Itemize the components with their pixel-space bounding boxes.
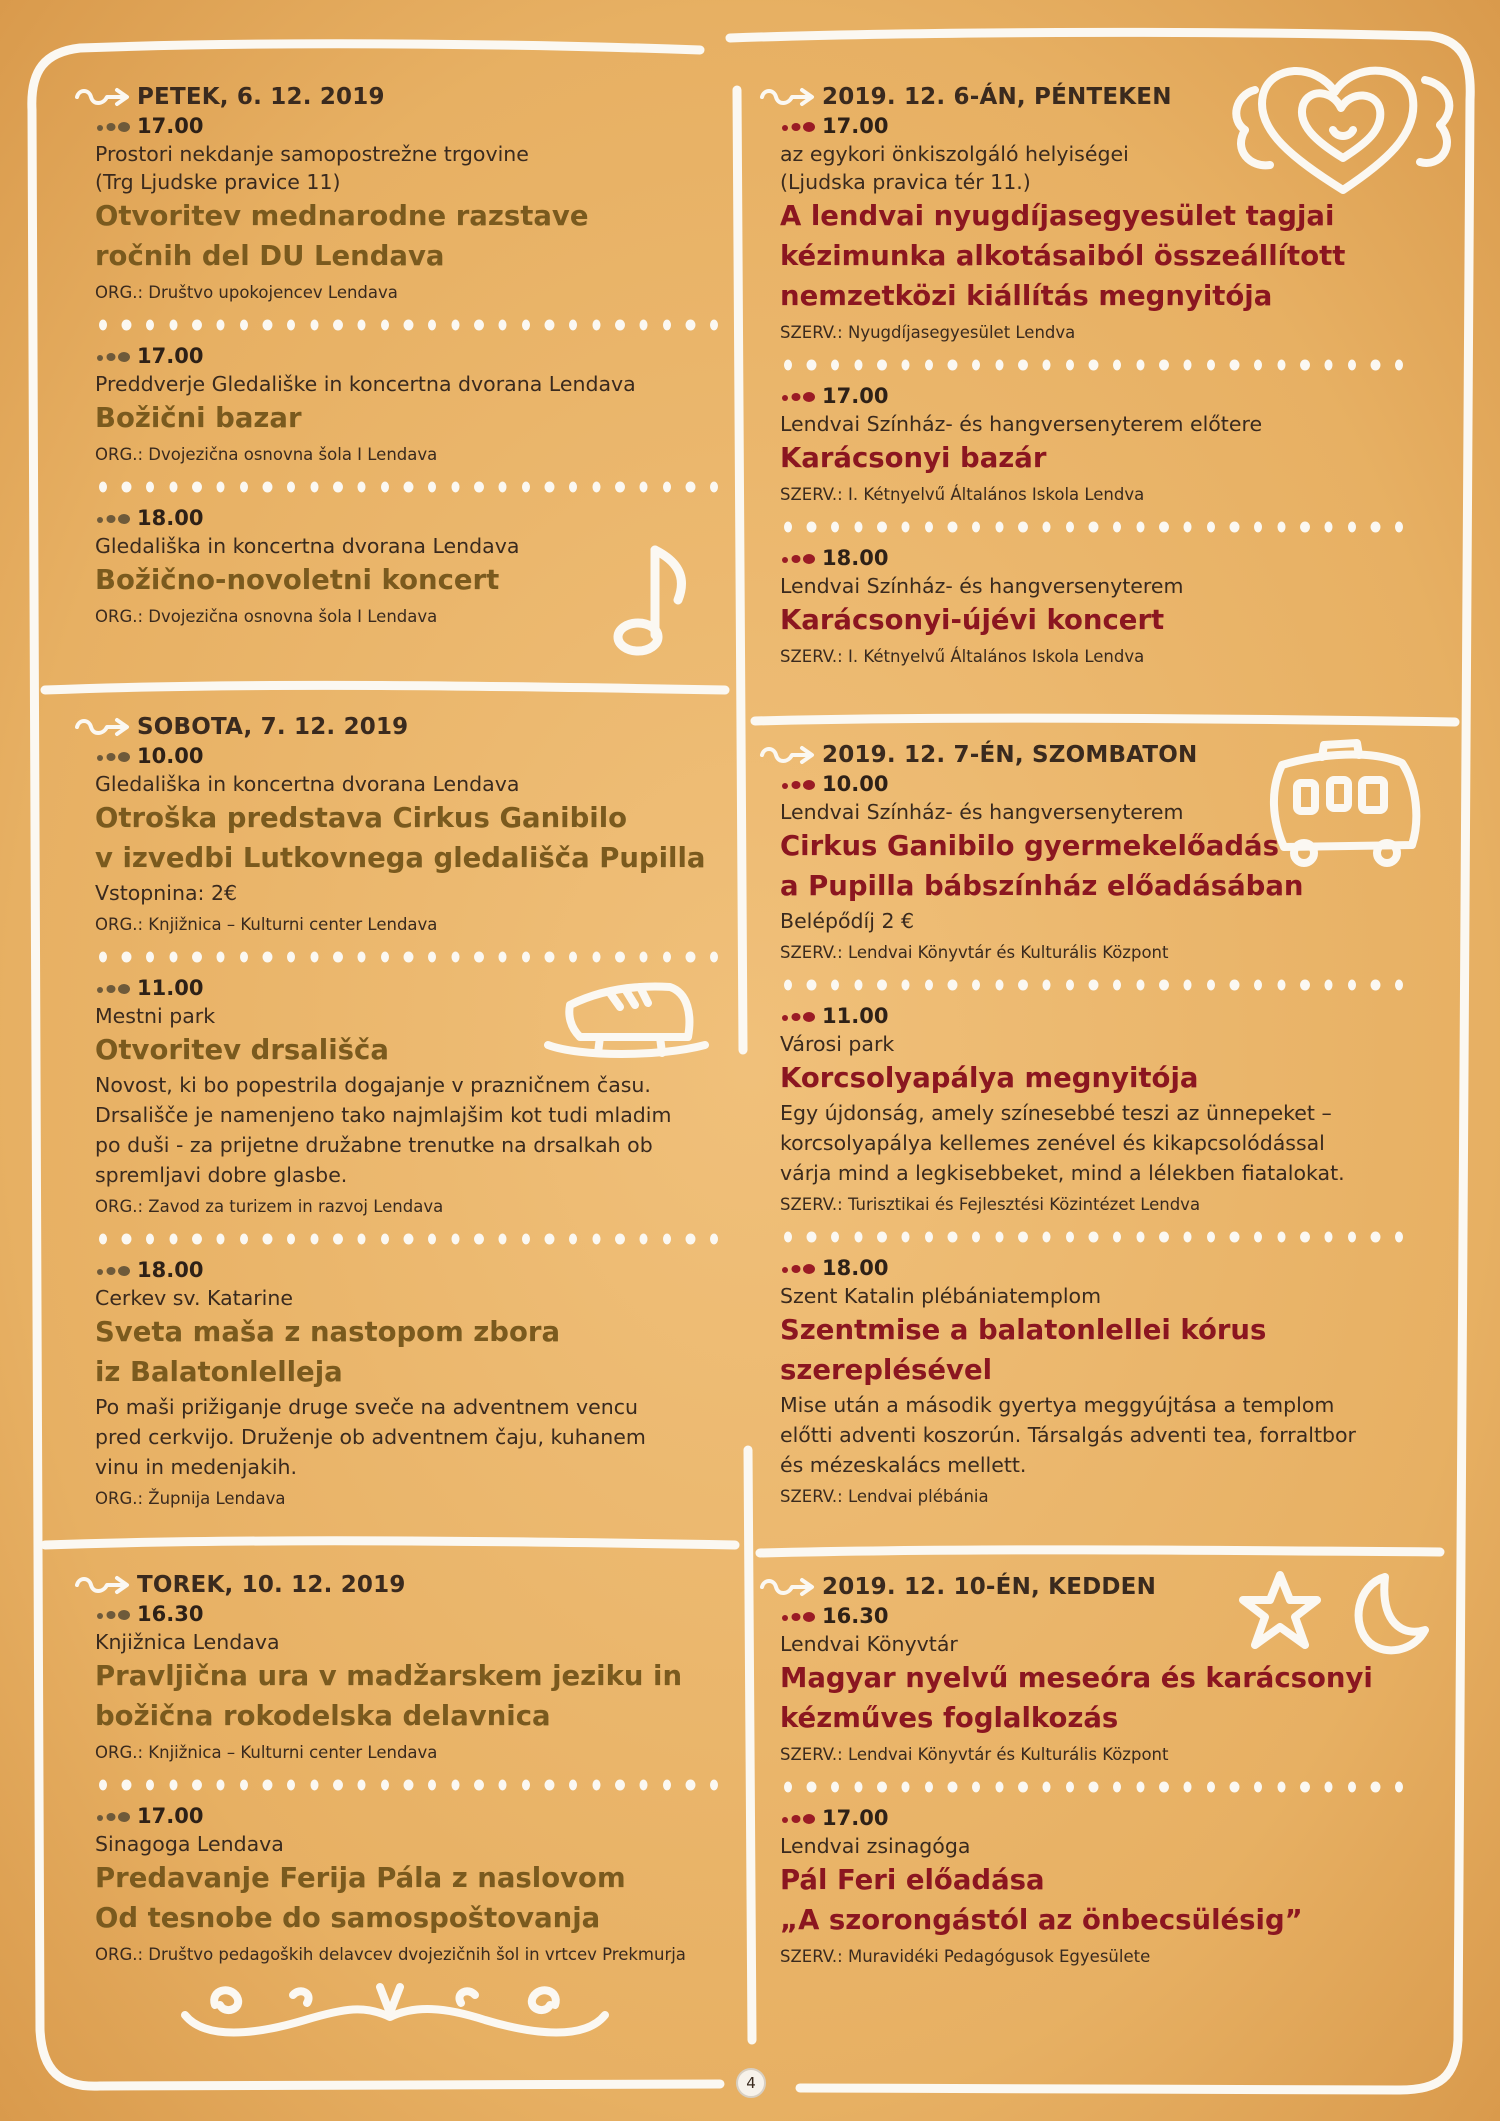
event-item (780, 770, 1420, 966)
dotted-separator (780, 1768, 1420, 1804)
event-time: 18.00 (780, 544, 1420, 572)
event-item (95, 1802, 735, 1968)
time-bullet-icon (95, 751, 135, 763)
event-venue: Lendvai Színház- és hangversenyterem (780, 574, 1184, 598)
event-organizer: SZERV.: Turisztikai és Fejlesztési Közintézet Lendva (780, 1195, 1201, 1214)
time-bullet-icon (780, 1011, 820, 1023)
event-organizer: SZERV.: Lendvai Könyvtár és Kulturális Központ (780, 1745, 1169, 1764)
event-venue: Cerkev sv. Katarine (95, 1286, 293, 1310)
event-time: 16.30 (780, 1602, 1420, 1630)
dotted-separator (780, 1218, 1420, 1254)
time-bullet-icon (95, 1265, 135, 1277)
event-description: Vstopnina: 2€ (95, 881, 238, 905)
arrow-bullet-icon (73, 1573, 133, 1597)
event-venue: Knjižnica Lendava (95, 1630, 280, 1654)
day-heading: 2019. 12. 6-ÁN, PÉNTEKEN (780, 82, 1420, 112)
event-description: Po maši prižiganje druge sveče na adventnem vencu (95, 1395, 639, 1419)
event-title: nemzetközi kiállítás megnyitója (780, 280, 1273, 312)
event-venue: az egykori önkiszolgáló helyiségei (780, 142, 1129, 166)
time-bullet-icon (780, 1813, 820, 1825)
event-time: 17.00 (95, 342, 735, 370)
day-section (95, 1570, 735, 1968)
event-item (95, 1600, 735, 1766)
event-item (95, 342, 735, 468)
day-heading: TOREK, 10. 12. 2019 (95, 1570, 735, 1600)
event-time: 11.00 (780, 1002, 1420, 1030)
event-venue: Mestni park (95, 1004, 216, 1028)
dotted-separator (780, 966, 1420, 1002)
event-description: Mise után a második gyertya meggyújtása a templom (780, 1393, 1335, 1417)
event-organizer: ORG.: Društvo pedagoških delavcev dvojezičnih šol in vrtcev Prekmurja (95, 1945, 686, 1964)
dotted-separator (780, 346, 1420, 382)
event-time: 17.00 (780, 112, 1420, 140)
event-venue: Gledališka in koncertna dvorana Lendava (95, 772, 520, 796)
event-title: Sveta maša z nastopom zbora (95, 1316, 561, 1348)
arrow-bullet-icon (758, 1575, 818, 1599)
time-bullet-icon (95, 1811, 135, 1823)
event-title: božična rokodelska delavnica (95, 1700, 551, 1732)
arrow-bullet-icon (758, 743, 818, 767)
event-item (780, 544, 1420, 670)
event-title: Predavanje Ferija Pála z naslovom (95, 1862, 626, 1894)
event-item (95, 974, 735, 1220)
event-description: spremljavi dobre glasbe. (95, 1163, 348, 1187)
event-venue: Lendvai zsinagóga (780, 1834, 971, 1858)
event-description: várja mind a legkisebbeket, mind a lélekben fiatalokat. (780, 1161, 1345, 1185)
day-heading: PETEK, 6. 12. 2019 (95, 82, 735, 112)
event-description: előtti adventi koszorún. Társalgás adventi tea, forraltbor (780, 1423, 1356, 1447)
event-item (780, 1804, 1420, 1970)
event-title: a Pupilla bábszínház előadásában (780, 870, 1304, 902)
event-title: Cirkus Ganibilo gyermekelőadás (780, 830, 1279, 862)
event-description: pred cerkvijo. Druženje ob adventnem čaju, kuhanem (95, 1425, 646, 1449)
event-venue: Lendvai Színház- és hangversenyterem (780, 800, 1184, 824)
event-time: 17.00 (95, 1802, 735, 1830)
dotted-separator (780, 508, 1420, 544)
arrow-bullet-icon (73, 715, 133, 739)
event-time: 17.00 (95, 112, 735, 140)
event-organizer: ORG.: Dvojezična osnovna šola I Lendava (95, 445, 438, 464)
time-bullet-icon (95, 351, 135, 363)
event-title: Karácsonyi bazár (780, 442, 1047, 474)
event-organizer: SZERV.: Lendvai plébánia (780, 1487, 989, 1506)
event-description: és mézeskalács mellett. (780, 1453, 1027, 1477)
day-section (95, 712, 735, 1512)
event-title: A lendvai nyugdíjasegyesület tagjai (780, 200, 1335, 232)
event-title: Otroška predstava Cirkus Ganibilo (95, 802, 628, 834)
page-number: 4 (736, 2068, 766, 2098)
event-time: 17.00 (780, 382, 1420, 410)
time-bullet-icon (780, 1263, 820, 1275)
event-title: Od tesnobe do samospoštovanja (95, 1902, 601, 1934)
event-venue: Szent Katalin plébániatemplom (780, 1284, 1102, 1308)
event-title: Szentmise a balatonlellei kórus (780, 1314, 1267, 1346)
event-description: korcsolyapálya kellemes zenével és kikapcsolódással (780, 1131, 1325, 1155)
event-item (780, 1254, 1420, 1510)
event-item (95, 1256, 735, 1512)
event-title: ročnih del DU Lendava (95, 240, 445, 272)
event-description: Egy újdonság, amely színesebbé teszi az ünnepeket – (780, 1101, 1332, 1125)
event-title: kézműves foglalkozás (780, 1702, 1119, 1734)
event-title: „A szorongástól az önbecsülésig” (780, 1904, 1303, 1936)
event-organizer: SZERV.: I. Kétnyelvű Általános Iskola Lendva (780, 485, 1145, 504)
event-title: Karácsonyi-újévi koncert (780, 604, 1165, 636)
day-section (780, 1572, 1420, 1970)
time-bullet-icon (95, 983, 135, 995)
event-organizer: SZERV.: Muravidéki Pedagógusok Egyesülete (780, 1947, 1151, 1966)
event-title: v izvedbi Lutkovnega gledališča Pupilla (95, 842, 706, 874)
arrow-bullet-icon (758, 85, 818, 109)
swirl-ornament-icon (175, 1975, 615, 2045)
event-organizer: ORG.: Društvo upokojencev Lendava (95, 283, 398, 302)
time-bullet-icon (780, 121, 820, 133)
event-venue-address: (Trg Ljudske pravice 11) (95, 170, 341, 194)
event-description: vinu in medenjakih. (95, 1455, 298, 1479)
dotted-separator (95, 468, 735, 504)
event-title: Božično-novoletni koncert (95, 564, 500, 596)
event-title: Božični bazar (95, 402, 302, 434)
event-item (780, 1602, 1420, 1768)
event-description: Novost, ki bo popestrila dogajanje v prazničnem času. (95, 1073, 651, 1097)
day-section (95, 82, 735, 630)
event-venue: Gledališka in koncertna dvorana Lendava (95, 534, 520, 558)
event-venue: Preddverje Gledališke in koncertna dvorana Lendava (95, 372, 636, 396)
dotted-separator (95, 1220, 735, 1256)
event-time: 10.00 (780, 770, 1420, 798)
event-item (780, 112, 1420, 346)
event-organizer: ORG.: Knjižnica – Kulturni center Lendava (95, 1743, 438, 1762)
event-venue: Városi park (780, 1032, 895, 1056)
time-bullet-icon (780, 1611, 820, 1623)
event-item (95, 112, 735, 306)
event-title: Otvoritev mednarodne razstave (95, 200, 589, 232)
event-item (95, 504, 735, 630)
event-time: 18.00 (95, 1256, 735, 1284)
event-time: 16.30 (95, 1600, 735, 1628)
event-title: iz Balatonlelleja (95, 1356, 343, 1388)
event-organizer: SZERV.: I. Kétnyelvű Általános Iskola Lendva (780, 647, 1145, 666)
event-title: Korcsolyapálya megnyitója (780, 1062, 1199, 1094)
event-description: Belépődíj 2 € (780, 909, 915, 933)
event-organizer: SZERV.: Lendvai Könyvtár és Kulturális Központ (780, 943, 1169, 962)
event-organizer: ORG.: Zavod za turizem in razvoj Lendava (95, 1197, 444, 1216)
event-time: 10.00 (95, 742, 735, 770)
event-venue-address: (Ljudska pravica tér 11.) (780, 170, 1031, 194)
day-section (780, 82, 1420, 670)
event-venue: Lendvai Könyvtár (780, 1632, 958, 1656)
time-bullet-icon (780, 779, 820, 791)
time-bullet-icon (95, 513, 135, 525)
time-bullet-icon (780, 553, 820, 565)
time-bullet-icon (780, 391, 820, 403)
event-item (95, 742, 735, 938)
event-title: Pál Feri előadása (780, 1864, 1045, 1896)
event-description: po duši - za prijetne družabne trenutke na drsalkah ob (95, 1133, 653, 1157)
event-venue: Prostori nekdanje samopostrežne trgovine (95, 142, 529, 166)
event-time: 18.00 (95, 504, 735, 532)
time-bullet-icon (95, 121, 135, 133)
event-organizer: SZERV.: Nyugdíjasegyesület Lendva (780, 323, 1076, 342)
day-section (780, 740, 1420, 1510)
event-title: Magyar nyelvű meseóra és karácsonyi (780, 1662, 1373, 1694)
event-title: Pravljična ura v madžarskem jeziku in (95, 1660, 683, 1692)
event-time: 17.00 (780, 1804, 1420, 1832)
event-title: Otvoritev drsališča (95, 1034, 389, 1066)
dotted-separator (95, 1766, 735, 1802)
event-venue: Sinagoga Lendava (95, 1832, 284, 1856)
arrow-bullet-icon (73, 85, 133, 109)
event-organizer: ORG.: Župnija Lendava (95, 1489, 286, 1508)
event-organizer: ORG.: Knjižnica – Kulturni center Lendava (95, 915, 438, 934)
time-bullet-icon (95, 1609, 135, 1621)
event-organizer: ORG.: Dvojezična osnovna šola I Lendava (95, 607, 438, 626)
day-heading: 2019. 12. 7-ÉN, SZOMBATON (780, 740, 1420, 770)
event-time: 11.00 (95, 974, 735, 1002)
day-heading: SOBOTA, 7. 12. 2019 (95, 712, 735, 742)
event-title: kézimunka alkotásaiból összeállított (780, 240, 1346, 272)
event-venue: Lendvai Színház- és hangversenyterem előtere (780, 412, 1263, 436)
event-item (780, 1002, 1420, 1218)
event-time: 18.00 (780, 1254, 1420, 1282)
dotted-separator (95, 938, 735, 974)
event-item (780, 382, 1420, 508)
dotted-separator (95, 306, 735, 342)
event-title: szereplésével (780, 1354, 993, 1386)
day-heading: 2019. 12. 10-ÉN, KEDDEN (780, 1572, 1420, 1602)
event-description: Drsališče je namenjeno tako najmlajšim kot tudi mladim (95, 1103, 672, 1127)
